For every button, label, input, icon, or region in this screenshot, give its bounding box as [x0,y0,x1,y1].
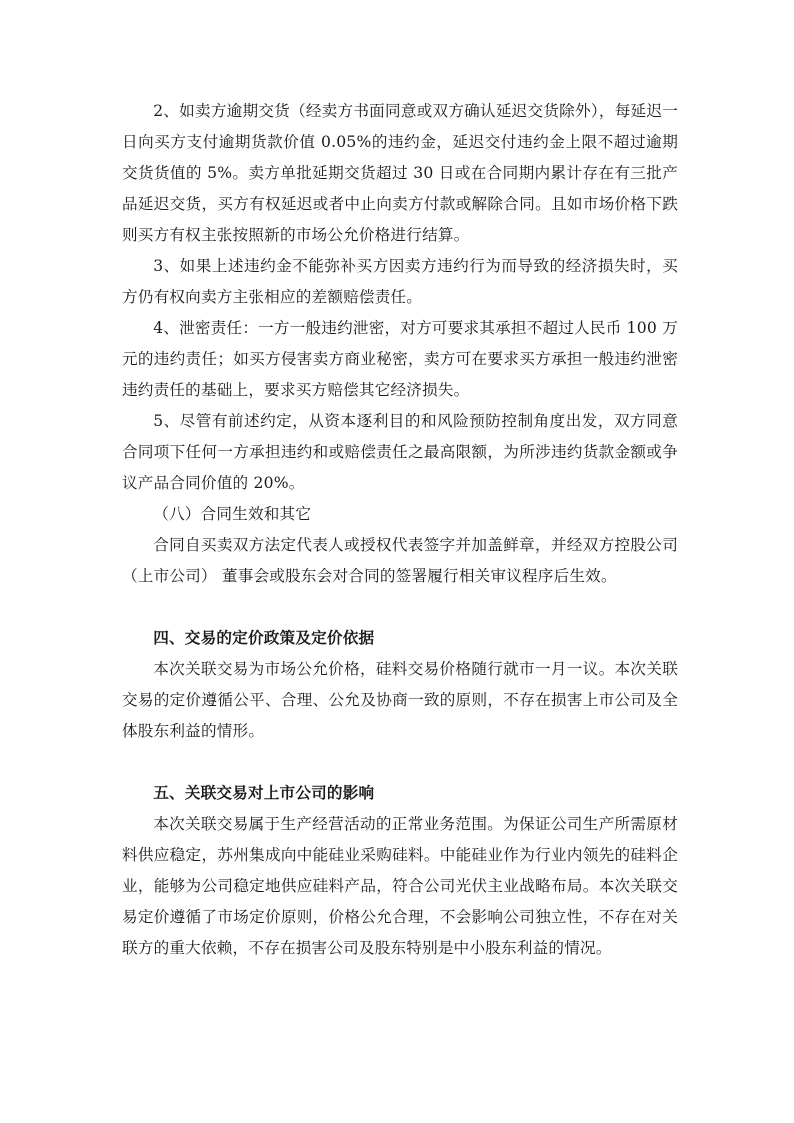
impact-text: 本次关联交易属于生产经营活动的正常业务范围。为保证公司生产所需原材料供应稳定，苏州集成向中能硅业采购硅料。中能硅业作为行业内领先的硅料企业，能够为公司稳定地供应硅料产品，符合公司光伏主业战略布局。本次关联交易定价遵循了市场定价原则，价格公允合理，不会影响公司独立性，不存在对关联方的重大依赖，不存在损害公司及股东特别是中小股东利益的情况。 [122,815,678,957]
pricing-policy-text: 本次关联交易为市场公允价格，硅料交易价格随行就市一月一议。本次关联交易的定价遵循公平、合理、公允及协商一致的原则，不存在损害上市公司及全体股东利益的情形。 [122,660,678,740]
spacer [122,592,678,623]
section-4-heading: 四、交易的定价政策及定价依据 [153,629,375,647]
spacer [122,747,678,778]
document-body [122,96,678,964]
clause-3-compensation: 3、如果上述违约金不能弥补买方因卖方违约行为而导致的经济损失时，买方仍有权向卖方主张相应的差额赔偿责任。 [122,257,678,306]
clause-5-liability-cap: 5、尽管有前述约定，从资本逐利目的和风险预防控制角度出发，双方同意合同项下任何一方承担违约和或赔偿责任之最高限额，为所涉违约货款金额或争议产品合同价值的 20%。 [122,412,678,492]
section-5-heading: 五、关联交易对上市公司的影响 [153,784,375,802]
contract-effectiveness: 合同自买卖双方法定代表人或授权代表签字并加盖鲜章，并经双方控股公司（上市公司） 董事会或股东会对合同的签署履行相关审议程序后生效。 [122,536,678,585]
clause-4-confidentiality: 4、泄密责任：一方一般违约泄密，对方可要求其承担不超过人民币 100 万元的违约责任；如买方侵害卖方商业秘密，卖方可在要求买方承担一般违约泄密违约责任的基础上，要求买方赔偿其它经济损失。 [122,319,678,399]
clause-2-late-delivery: 2、如卖方逾期交货（经卖方书面同意或双方确认延迟交货除外），每延迟一日向买方支付逾期货款价值 0.05%的违约金，延迟交付违约金上限不超过逾期交货货值的 5%。卖方单批延期交货超过 30 日或在合同期内累计存在有三批产品延迟交货，买方有权延迟或者中止向卖方付款或解除合同。且如市场价格下跌则买方有权主张按照新的市场公允价格进行结算。 [122,102,678,244]
subsection-8-title: （八）合同生效和其它 [153,505,312,523]
